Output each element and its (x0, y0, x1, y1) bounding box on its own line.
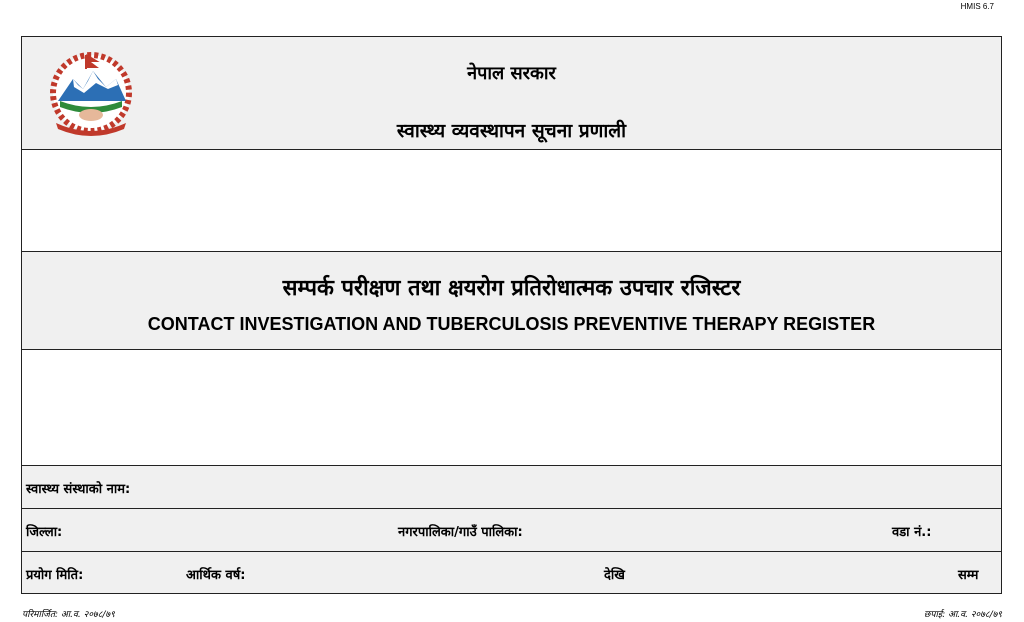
municipality-label: नगरपालिका/गाउँ पालिका: (398, 525, 523, 540)
ward-number-label: वडा नं.: (892, 525, 932, 540)
register-cover-frame (21, 36, 1002, 594)
date-row (22, 552, 1001, 593)
government-name: नेपाल सरकार (467, 63, 556, 84)
system-name: स्वास्थ्य व्यवस्थापन सूचना प्रणाली (396, 120, 627, 142)
blank-area-top (22, 150, 1001, 252)
facility-name-row (22, 466, 1001, 509)
from-label: देखि (604, 568, 625, 583)
blank-area-middle (22, 350, 1001, 466)
location-row (22, 509, 1001, 552)
form-code: HMIS 6.7 (960, 2, 994, 11)
register-title-english: CONTACT INVESTIGATION AND TUBERCULOSIS PREVENTIVE THERAPY REGISTER (147, 314, 876, 334)
to-label: सम्म (958, 568, 979, 583)
district-label: जिल्ला: (26, 525, 63, 540)
government-header (22, 37, 1001, 150)
register-title-box (22, 252, 1001, 350)
usage-date-label: प्रयोग मिति: (26, 568, 84, 583)
facility-name-label: स्वास्थ्य संस्थाको नाम: (26, 482, 131, 497)
revised-note: परिमार्जित: आ.व. २०७८/७९ (22, 610, 115, 620)
register-title-nepali: सम्पर्क परीक्षण तथा क्षयरोग प्रतिरोधात्मक उपचार रजिस्टर (282, 276, 741, 301)
printed-note: छपाई: आ.व. २०७८/७९ (924, 610, 1002, 620)
fiscal-year-label: आर्थिक वर्ष: (186, 568, 246, 583)
